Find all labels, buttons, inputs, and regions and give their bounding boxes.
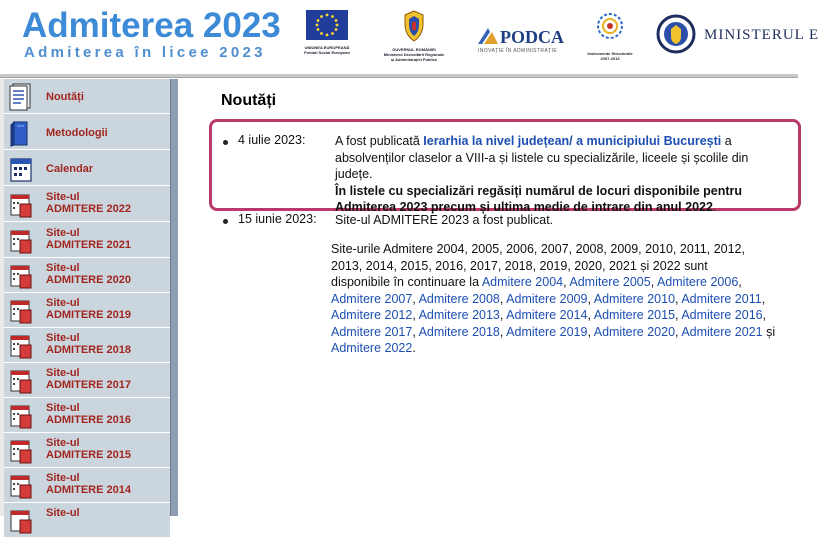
eu-logo[interactable] [300,10,354,55]
sidebar-nav [0,79,178,519]
calendar-red-icon [8,190,34,219]
header-separator [0,74,798,78]
is-caption-1: Instrumente Structurale [587,51,633,56]
site-header [0,0,819,74]
sidebar-item-admitere-2014[interactable] [4,468,170,503]
news-date: 15 iunie 2023: [238,212,317,226]
page-title: Noutăți [221,92,277,109]
sidebar-item-admitere-2022[interactable] [4,187,170,222]
archive-link-2005[interactable]: Admitere 2005 [569,275,651,289]
sidebar-item-admitere-2015[interactable] [4,433,170,468]
sidebar-item-label: Metodologii [46,127,108,139]
sidebar-item-label: Site-ul ADMITERE 2019 [46,297,131,321]
structural-instruments-logo[interactable] [580,10,640,61]
sidebar-item-label: Site-ul ADMITERE 2020 [46,262,131,286]
news-date: 4 iulie 2023: [238,133,306,147]
sidebar-item-label: Site-ul ADMITERE 2017 [46,367,131,391]
ministry-name: MINISTERUL E [704,27,819,43]
sidebar-item-label: Site-ul ADMITERE 2018 [46,332,131,356]
sidebar-item-noutati[interactable] [4,79,170,114]
archive-link-2016[interactable]: Admitere 2016 [681,308,763,322]
eu-flag-icon [306,10,348,40]
sidebar-item-label: Site-ul ADMITERE 2014 [46,472,131,496]
sidebar-item-admitere-2021[interactable] [4,223,170,258]
government-logo[interactable] [362,10,466,62]
calendar-red-icon [8,331,34,360]
archive-link-2011[interactable]: Admitere 2011 [681,291,762,306]
sidebar-item-admitere-2019[interactable] [4,293,170,328]
sidebar-item-label: Calendar [46,163,94,175]
eu-caption-1: UNIUNEA EUROPEANĂ [304,45,350,50]
calendar-red-icon [8,261,34,290]
archive-paragraph: Site-urile Admitere 2004, 2005, 2006, 2007, 2008, 2009, 2010, 2011, 2012, 2013, 2014, 2015, 2016, 2017, 2018, 2019, 2020, 2021 și 2022 sunt disponibile în continuare la Admitere 2004, Admitere 2005, Admitere 2006, Admitere 2007, Admitere 2008, Admitere 2009, Admitere 2010, Admitere 2011, Admitere 2012, Admitere 2013, Admitere 2014, Admitere 2015, Admitere 2016, Admitere 2017, Admitere 2018, Admitere 2019, Admitere 2020, Admitere 2021 și Admitere 2022. [331,242,776,355]
site-subtitle: Admiterea în licee 2023 [24,44,266,61]
gov-caption-3: și Administrației Publice [390,57,438,62]
eu-caption-2: Fondul Social European [304,50,350,55]
sidebar-item-site-partial[interactable] [4,503,170,538]
sidebar-item-admitere-2016[interactable] [4,398,170,433]
ministry-seal-icon [656,14,696,54]
structural-instruments-icon [592,10,628,46]
calendar-red-icon [8,506,34,535]
sidebar-item-label: Site-ul ADMITERE 2016 [46,402,131,426]
archive-link-2008[interactable]: Admitere 2008 [418,291,500,306]
sidebar-item-calendar[interactable] [4,151,170,186]
podca-logo[interactable] [474,10,564,60]
archive-link-2013[interactable]: Admitere 2013 [418,308,500,322]
ministry-logo[interactable] [654,10,819,60]
podca-symbol-icon [476,24,500,48]
sidebar-item-label: Noutăți [46,91,84,103]
archive-link-2012[interactable]: Admitere 2012 [331,308,413,322]
calendar-red-icon [8,436,34,465]
coat-of-arms-icon [401,10,427,42]
blue-book-icon [8,118,34,147]
archive-link-2009[interactable]: Admitere 2009 [506,291,588,306]
sidebar-item-metodologii[interactable] [4,115,170,150]
sidebar-divider [170,79,178,516]
archive-link-2017[interactable]: Admitere 2017 [331,324,413,339]
sidebar-item-admitere-2018[interactable] [4,328,170,363]
archive-link-2020[interactable]: Admitere 2020 [593,324,676,339]
news-item-text: A fost publicată Ierarhia la nivel județean/ a municipiului București a absolvenților claselor a VIII-a și listele cu specializările, liceele și școlile din județe. În listele cu specializări regăsiți numărul de locuri disponibile pentru Admiterea 2023 precum și ultima medie de intrare din anul 2022. [335,134,749,214]
archive-link-2010[interactable]: Admitere 2010 [593,291,676,306]
site-title[interactable]: Admiterea 2023 [22,6,281,45]
archive-link-2004[interactable]: Admitere 2004 [481,275,564,289]
archive-link-2015[interactable]: Admitere 2015 [593,308,676,322]
main-content [178,79,798,516]
podca-name: PODCA [500,27,564,47]
archive-link-2021[interactable]: Admitere 2021 [681,324,763,339]
archive-link-2022[interactable]: Admitere 2022 [331,341,413,355]
sidebar-item-label: Site-ul ADMITERE 2021 [46,227,131,251]
news-item-text: Site-ul ADMITERE 2023 a fost publicat. [335,213,554,227]
bullet-icon [223,219,228,224]
archive-link-2006[interactable]: Admitere 2006 [656,275,739,289]
sidebar-item-label: Site-ul [46,507,80,519]
calendar-red-icon [8,226,34,255]
archive-link-2019[interactable]: Admitere 2019 [506,324,588,339]
archive-link-2014[interactable]: Admitere 2014 [506,308,588,322]
gov-caption-1: GUVERNUL ROMÂNIEI [392,47,436,52]
sidebar-item-label: Site-ul ADMITERE 2022 [46,191,131,215]
sidebar-item-admitere-2020[interactable] [4,258,170,293]
calendar-red-icon [8,471,34,500]
calendar-red-icon [8,401,34,430]
archive-link-2007[interactable]: Admitere 2007 [331,291,413,306]
gov-caption-2: Ministerul Dezvoltării Regionale [383,52,445,57]
calendar-icon [8,154,34,183]
sidebar-item-admitere-2017[interactable] [4,363,170,398]
ierarhia-link[interactable]: Ierarhia la nivel județean/ a municipiului București [423,134,722,148]
is-caption-2: 2007-2013 [600,56,620,61]
bullet-icon [223,140,228,145]
document-list-icon [8,82,34,111]
archive-link-2018[interactable]: Admitere 2018 [418,324,500,339]
calendar-red-icon [8,296,34,325]
calendar-red-icon [8,366,34,395]
sidebar-item-label: Site-ul ADMITERE 2015 [46,437,131,461]
podca-tagline: INOVAȚIE ÎN ADMINISTRAȚIE [478,48,558,54]
